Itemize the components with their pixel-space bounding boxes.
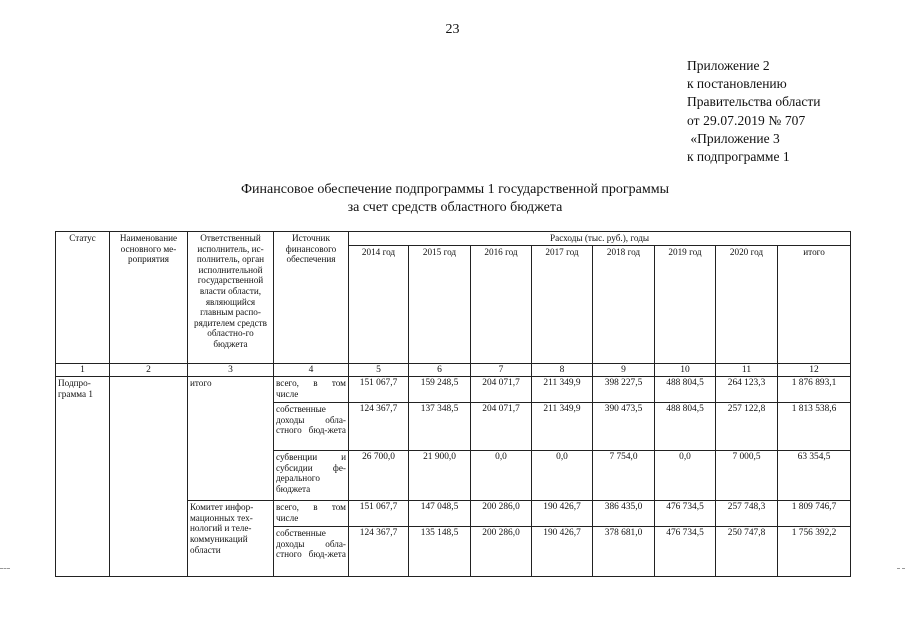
source-cell: собственные доходы обла-стного бюд-жета xyxy=(274,403,349,451)
value-cell: 250 747,8 xyxy=(716,527,778,577)
source-cell: всего, в том числе xyxy=(274,377,349,403)
value-cell: 151 067,7 xyxy=(349,377,409,403)
value-cell: 124 367,7 xyxy=(349,403,409,451)
source-cell: всего, в том числе xyxy=(274,501,349,527)
column-number: 5 xyxy=(349,363,409,377)
column-number: 9 xyxy=(593,363,655,377)
value-cell: 147 048,5 xyxy=(409,501,471,527)
status-cell: Подпро-грамма 1 xyxy=(56,377,110,577)
value-cell: 1 813 538,6 xyxy=(778,403,851,451)
value-cell: 398 227,5 xyxy=(593,377,655,403)
page-number: 23 xyxy=(445,22,460,37)
value-cell: 390 473,5 xyxy=(593,403,655,451)
value-cell: 204 071,7 xyxy=(471,377,532,403)
appendix-line: к постановлению xyxy=(687,76,787,92)
title-line: за счет средств областного бюджета xyxy=(347,200,563,215)
header-year: 2015 год xyxy=(409,245,471,363)
value-cell: 151 067,7 xyxy=(349,501,409,527)
column-number: 10 xyxy=(655,363,716,377)
appendix-block xyxy=(687,57,820,166)
value-cell: 204 071,7 xyxy=(471,403,532,451)
column-number: 4 xyxy=(274,363,349,377)
header-year: 2014 год xyxy=(349,245,409,363)
appendix-line: «Приложение 3 xyxy=(687,130,780,146)
header-year: 2017 год xyxy=(532,245,593,363)
header-executor: Ответственный исполнитель, ис-полнитель, орган исполнительной государственной власти области, являющийся главным распо-рядителем средств областно-го бюджета xyxy=(188,232,274,364)
value-cell: 190 426,7 xyxy=(532,527,593,577)
value-cell: 211 349,9 xyxy=(532,377,593,403)
value-cell: 1 756 392,2 xyxy=(778,527,851,577)
source-cell: субвенции и субсидии фе-дерального бюджета xyxy=(274,451,349,501)
value-cell: 211 349,9 xyxy=(532,403,593,451)
activity-name-cell xyxy=(110,377,188,577)
header-status: Статус xyxy=(56,232,110,364)
appendix-line: от 29.07.2019 № 707 xyxy=(687,112,806,128)
value-cell: 257 122,8 xyxy=(716,403,778,451)
value-cell: 476 734,5 xyxy=(655,501,716,527)
scan-edge-mark xyxy=(897,568,905,569)
header-name: Наименование основного ме-роприятия xyxy=(110,232,188,364)
column-number: 3 xyxy=(188,363,274,377)
appendix-line: к подпрограмме 1 xyxy=(687,149,790,165)
value-cell: 488 804,5 xyxy=(655,377,716,403)
value-cell: 200 286,0 xyxy=(471,501,532,527)
column-number: 2 xyxy=(110,363,188,377)
header-expenses: Расходы (тыс. руб.), годы xyxy=(349,232,851,246)
value-cell: 137 348,5 xyxy=(409,403,471,451)
value-cell: 488 804,5 xyxy=(655,403,716,451)
appendix-line: Правительства области xyxy=(687,94,821,110)
executor-cell: итого xyxy=(188,377,274,501)
value-cell: 26 700,0 xyxy=(349,451,409,501)
value-cell: 135 148,5 xyxy=(409,527,471,577)
value-cell: 63 354,5 xyxy=(778,451,851,501)
header-source: Источник финансового обеспечения xyxy=(274,232,349,364)
document-title xyxy=(150,181,760,217)
column-numbers-row xyxy=(56,363,851,377)
financing-table xyxy=(55,231,851,577)
column-number: 11 xyxy=(716,363,778,377)
value-cell: 0,0 xyxy=(655,451,716,501)
header-year: 2016 год xyxy=(471,245,532,363)
header-year: 2020 год xyxy=(716,245,778,363)
value-cell: 476 734,5 xyxy=(655,527,716,577)
value-cell: 1 876 893,1 xyxy=(778,377,851,403)
executor-cell: Комитет инфор-мационных тех-нологий и теле-коммуникаций области xyxy=(188,501,274,577)
value-cell: 200 286,0 xyxy=(471,527,532,577)
value-cell: 378 681,0 xyxy=(593,527,655,577)
source-cell: собственные доходы обла-стного бюд-жета xyxy=(274,527,349,577)
value-cell: 264 123,3 xyxy=(716,377,778,403)
value-cell: 0,0 xyxy=(532,451,593,501)
value-cell: 159 248,5 xyxy=(409,377,471,403)
scan-edge-mark xyxy=(0,568,10,569)
value-cell: 257 748,3 xyxy=(716,501,778,527)
column-number: 8 xyxy=(532,363,593,377)
appendix-line: Приложение 2 xyxy=(687,58,770,73)
column-number: 6 xyxy=(409,363,471,377)
value-cell: 21 900,0 xyxy=(409,451,471,501)
value-cell: 190 426,7 xyxy=(532,501,593,527)
value-cell: 1 809 746,7 xyxy=(778,501,851,527)
column-number: 12 xyxy=(778,363,851,377)
value-cell: 386 435,0 xyxy=(593,501,655,527)
value-cell: 0,0 xyxy=(471,451,532,501)
value-cell: 124 367,7 xyxy=(349,527,409,577)
value-cell: 7 000,5 xyxy=(716,451,778,501)
header-year: 2018 год xyxy=(593,245,655,363)
title-line: Финансовое обеспечение подпрограммы 1 государственной программы xyxy=(240,182,670,197)
column-number: 1 xyxy=(56,363,110,377)
header-total: итого xyxy=(778,245,851,363)
header-year: 2019 год xyxy=(655,245,716,363)
header-row xyxy=(56,232,851,246)
column-number: 7 xyxy=(471,363,532,377)
table-row xyxy=(56,377,851,403)
value-cell: 7 754,0 xyxy=(593,451,655,501)
